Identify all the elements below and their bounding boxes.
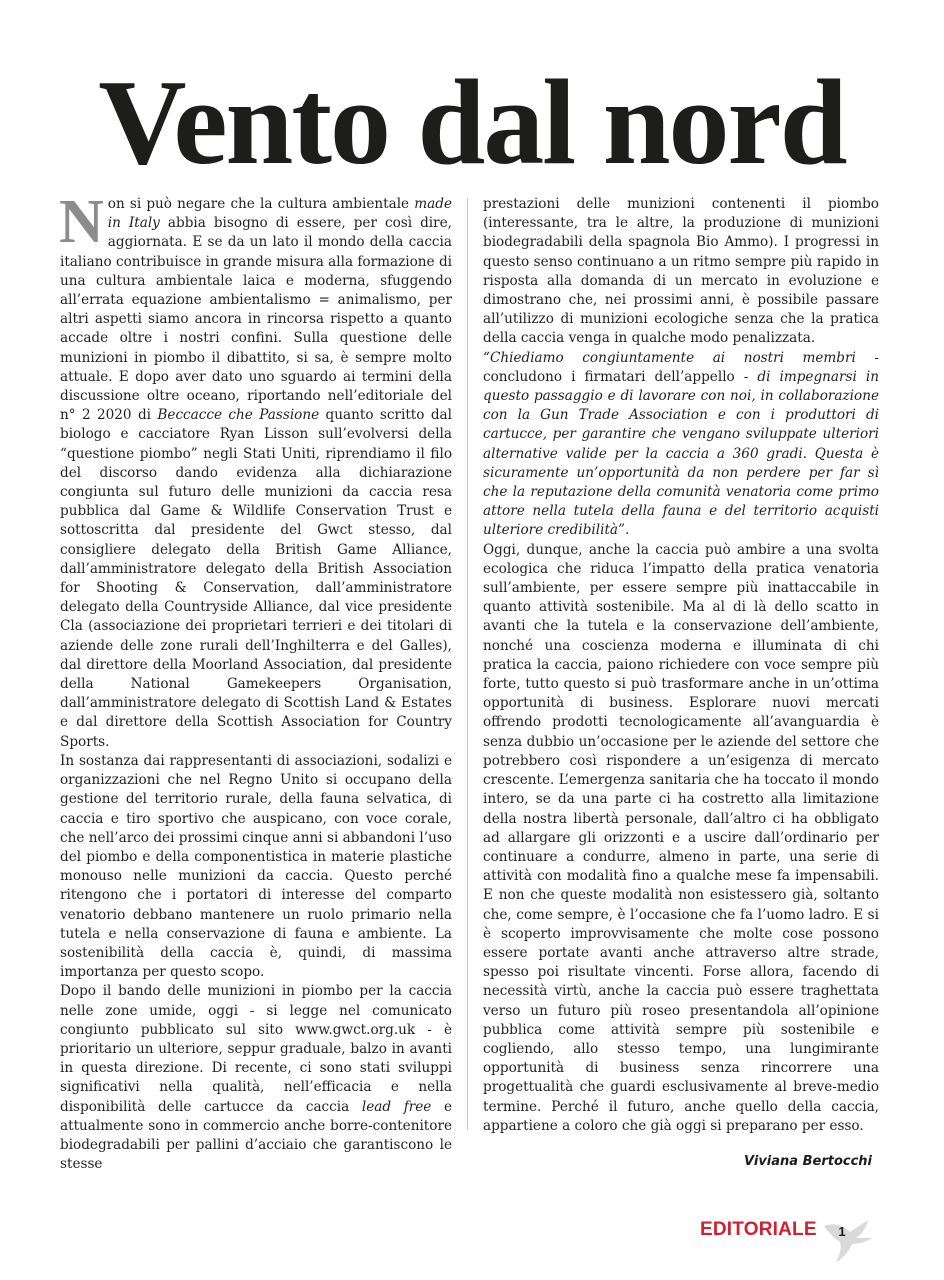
column-divider [467, 198, 468, 1130]
text-run: Oggi, dunque, anche la caccia può ambire a una svolta ecologica che riduca l’impatto della pratica venatoria sull’ambiente, per essere sempre più inattaccabile in quanto attività sostenibile. Ma al di là dello scatto in avanti che la tutela e la conservazione dell’ambiente, nonché una coscienza moderna e illuminata di chi pratica la caccia, paiono richiedere con voce sempre più forte, tutto questo si può trasformare anche in un’ottima opportunità di business. Esplorare nuovi mercati offrendo prodotti tecnologicamente all’avanguardia è senza dubbio un’occasione per le aziende del settore che potrebbero così rispondere a un’esigenza di mercato crescente. L’emergenza sanitaria che ha toccato il mondo intero, se da una parte ci ha costretto alla limitazione della nostra libertà personale, dall’altro ci ha obbligato ad allargare gli orizzonti e a uscire dall’ordinario per continuare a condurre, almeno in parte, una serie di attività con modalità fino a qualche mese fa impensabili. E non che queste modalità non esistessero già, soltanto che, come sempre, è l’occasione che fa l’uomo ladro. E si è scoperto improvvisamente che molte cose possono essere portate avanti anche attraverso altre strade, spesso poi risultate vincenti. Forse allora, facendo di necessità virtù, anche la caccia può essere traghettata verso un futuro più roseo presentandola all’opinione pubblica come attività sempre più sostenibile e cogliendo, allo stesso tempo, una lungimirante opportunità di business senza rincorrere una progettualità che guardi esclusivamente al breve-medio termine. Perché il futuro, anche quello della caccia, appartiene a coloro che già oggi si preparano per esso. [483, 541, 879, 1134]
text-column-right [483, 195, 879, 1136]
text-column-left [59, 188, 453, 1174]
text-run: on si può negare che la cultura ambientale [107, 196, 415, 212]
author-signature: Viviana Bertocchi [744, 1154, 872, 1169]
text-run: prestazioni delle munizioni contenenti il piombo (interessante, tra le altre, la produzione di munizioni biodegradabili della spagnola Bio Ammo). I progressi in questo senso continuano a un ritmo sempre più rapido in risposta alla domanda di un mercato in evoluzione e dimostrano che, nei prossimi anni, è possibile passare all’utilizzo di munizioni ecologiche senza che la pratica della caccia venga in qualche modo penalizzata. [483, 196, 879, 347]
paragraph [59, 188, 453, 752]
text-run: abbia bisogno di essere, per così dire, aggiornata. E se da un lato il mondo della caccia italiano contribuisce in grande misura alla formazione di una cultura ambientale laica e moderna, sfuggendo all’errata equazione ambientalismo = animalismo, per altri aspetti siamo ancora in rincorsa rispetto a quanto accade oltre i nostri confini. Sulla questione delle munizioni in piombo il dibattito, si sa, è sempre molto attuale. E dopo aver dato uno sguardo ai termini della discussione oltre oceano, riportando nell’editoriale del n° 2 2020 di [60, 215, 453, 424]
text-run: - concludono i firmatari dell’appello - [483, 349, 880, 385]
italic-text-run: “Chiediamo congiuntamente ai nostri membri [483, 349, 856, 366]
article-title: Vento dal nord [98, 55, 846, 190]
paragraph [60, 982, 452, 1174]
text-run: Dopo il bando delle munizioni in piombo per la caccia nelle zone umide, oggi - si legge nel comunicato congiunto pubblicato sul sito www.gwct.org.uk - è prioritario un ulteriore, seppur graduale, balzo in avanti in questa direzione. Di recente, ci sono stati sviluppi significativi nella qualità, nell’efficacia e nella disponibilità delle cartucce da caccia [60, 983, 452, 1115]
text-run: quanto scritto dal biologo e cacciatore Ryan Lisson sull’evolversi della “questione piombo” negli Stati Uniti, riprendiamo il filo del discorso dando evidenza alla dichiarazione congiunta sul futuro delle munizioni da caccia resa pubblica dal Game & Wildlife Conservation Trust e sottoscritta dal presidente del Gwct stesso, dal consigliere delegato della British Game Alliance, dall’amministratore delegato della British Association for Shooting & Conservation, dall’amministratore delegato della Countryside Alliance, dal vice presidente Cla (associazione dei proprietari terrieri e dei titolari di aziende delle zone rurali dell’Inghilterra e del Galles), dal direttore della Moorland Association, dal presidente della National Gamekeepers Organisation, dall’amministratore delegato di Scottish Land & Estates e dal direttore della Scottish Association for Country Sports. [60, 407, 453, 750]
italic-text-run: made in Italy [107, 196, 452, 232]
italic-text-run: lead free [361, 1098, 432, 1115]
text-run: e attualmente sono in commercio anche borre-contenitore biodegradabili per pallini d’acciaio che garantiscono le stesse [60, 1098, 453, 1173]
paragraph-runs [59, 188, 453, 750]
text-run: In sostanza dai rappresentanti di associazioni, sodalizi e organizzazioni che nel Regno Unito si occupano della gestione del territorio rurale, della fauna selvatica, di caccia e tiro sportivo che auspicano, con voce corale, che nell’arco dei prossimi cinque anni si abbandoni l’uso del piombo e della componentistica in materie plastiche monouso nelle munizioni da caccia. Questo perché ritengono che i portatori di interesse del comparto venatorio debbano mantenere un ruolo primario nella tutela e nella conservazione di fauna e ambiente. La sostenibilità della caccia è, quindi, di massima importanza per questo scopo. [60, 752, 452, 981]
drop-cap: N [59, 188, 104, 256]
paragraph [483, 195, 879, 349]
paragraph [483, 541, 879, 1136]
page-number: 1 [838, 1224, 846, 1239]
section-label: EDITORIALE [700, 1219, 817, 1240]
paragraph [60, 752, 452, 982]
italic-text-run: Beccacce che Passione [157, 407, 320, 424]
italic-text-run: di impegnarsi in questo passaggio e di lavorare con noi, in collaborazione con la Gun Trade Association e con i produttori di cartucce, per garantire che vengano sviluppate ulteriori alternative valide per la caccia a 360 gradi. Questa è sicuramente un’opportunità da non perdere per far sì che la reputazione della comunità venatoria come primo attore nella tutela della fauna e del territorio acquisti ulteriore credibilità”. [483, 368, 879, 539]
paragraph [483, 349, 879, 541]
